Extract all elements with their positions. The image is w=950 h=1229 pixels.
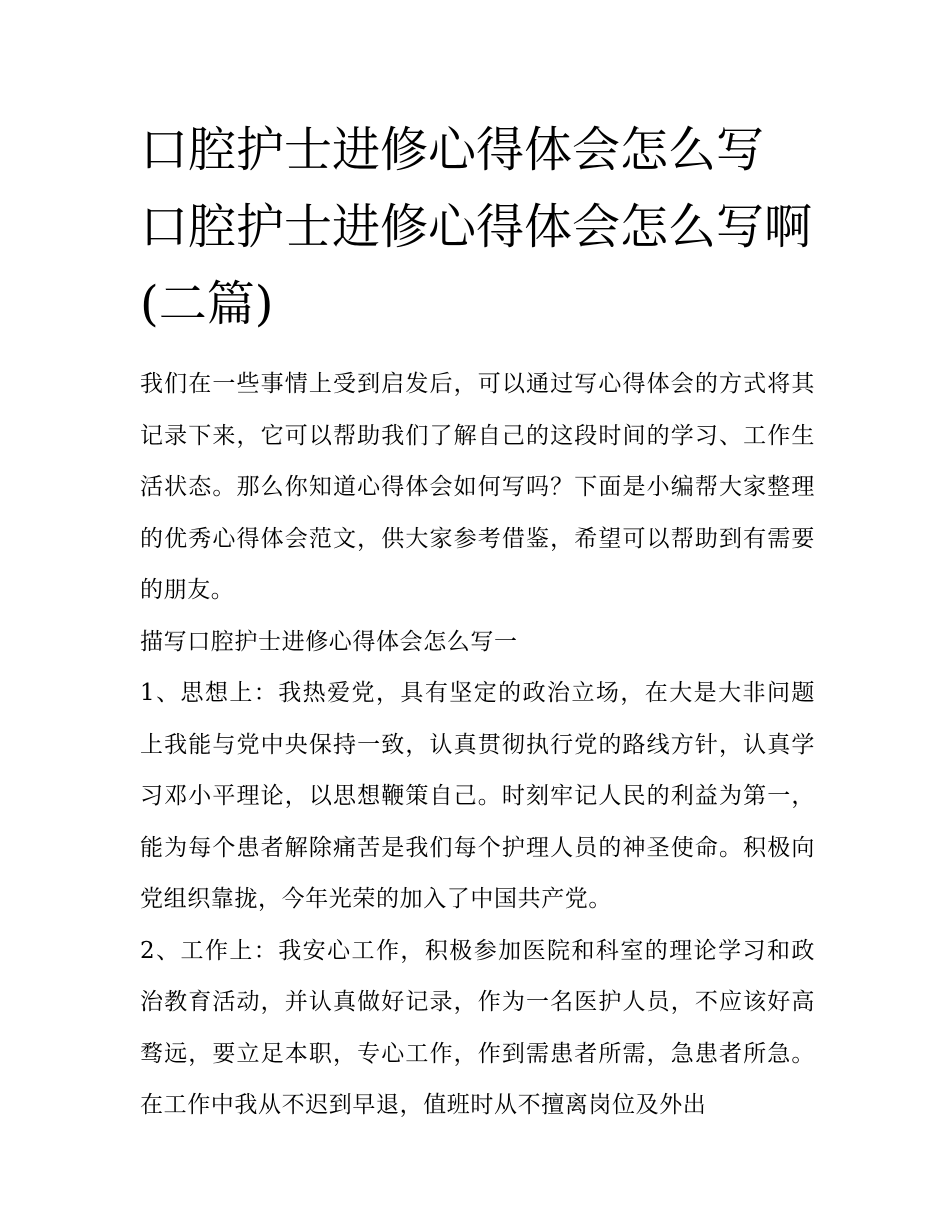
document-title: 口腔护士进修心得体会怎么写 口腔护士进修心得体会怎么写啊(二篇) <box>140 122 813 332</box>
section-heading: 描写口腔护士进修心得体会怎么写一 <box>140 628 518 655</box>
paragraph-ideology: 1、思想上：我热爱党，具有坚定的政治立场，在大是大非问题上我能与党中央保持一致，认真贯彻执行党的路线方针，认真学习邓小平理论，以思想鞭策自己。时刻牢记人民的利益为第一，能为每个患者解除痛苦是我们每个护理人员的神圣使命。积极向党组织靠拢，今年光荣的加入了中国共产党。 <box>140 680 815 912</box>
paragraph-work: 2、工作上：我安心工作，积极参加医院和科室的理论学习和政治教育活动，并认真做好记录，作为一名医护人员，不应该好高骛远，要立足本职，专心工作，作到需患者所需，急患者所急。在工作中我从不迟到早退，值班时从不擅离岗位及外出 <box>140 937 815 1118</box>
document-body <box>140 112 815 1132</box>
intro-paragraph: 我们在一些事情上受到启发后，可以通过写心得体会的方式将其记录下来，它可以帮助我们了解自己的这段时间的学习、工作生活状态。那么你知道心得体会如何写吗？下面是小编帮大家整理的优秀心得体会范文，供大家参考借鉴，希望可以帮助到有需要的朋友。 <box>140 371 815 603</box>
